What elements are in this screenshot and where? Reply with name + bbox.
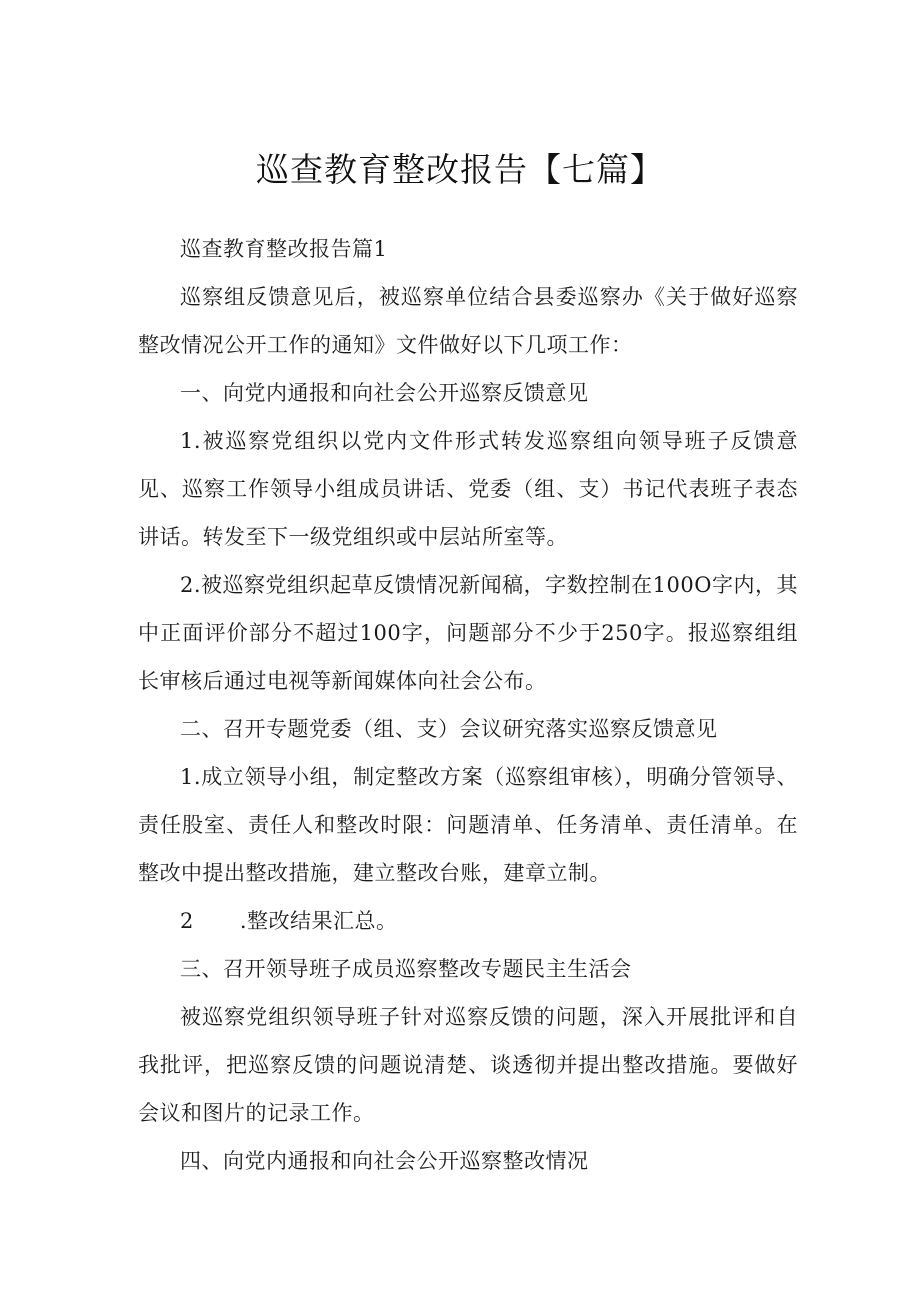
- item-text: .整改结果汇总。: [239, 909, 398, 933]
- paragraph: 1.成立领导小组，制定整改方案（巡察组审核），明确分管领导、责任股室、责任人和整改时限：问题清单、任务清单、责任清单。在整改中提出整改措施，建立整改台账，建章立制。: [138, 765, 798, 885]
- section-heading: 三、召开领导班子成员巡察整改专题民主生活会: [180, 957, 632, 981]
- paragraph: 2.被巡察党组织起草反馈情况新闻稿，字数控制在100O字内，其中正面评价部分不超过100字，问题部分不少于250字。报巡察组组长审核后通过电视等新闻媒体向社会公布。: [138, 573, 798, 693]
- paragraph: 巡察组反馈意见后，被巡察单位结合县委巡察办《关于做好巡察整改情况公开工作的通知》文件做好以下几项工作：: [138, 285, 798, 357]
- document-title: 巡查教育整改报告【七篇】: [256, 150, 664, 189]
- paragraph: 被巡察党组织领导班子针对巡察反馈的问题，深入开展批评和自我批评，把巡察反馈的问题说清楚、谈透彻并提出整改措施。要做好会议和图片的记录工作。: [138, 1005, 798, 1125]
- paragraph: [138, 897, 798, 945]
- section-heading: 四、向党内通报和向社会公开巡察整改情况: [180, 1149, 589, 1173]
- section-heading: 二、召开专题党委（组、支）会议研究落实巡察反馈意见: [180, 717, 718, 741]
- section-heading: 一、向党内通报和向社会公开巡察反馈意见: [180, 381, 589, 405]
- paragraph: 1.被巡察党组织以党内文件形式转发巡察组向领导班子反馈意见、巡察工作领导小组成员讲话、党委（组、支）书记代表班子表态讲话。转发至下一级党组织或中层站所室等。: [138, 429, 798, 549]
- item-number: 2: [180, 909, 194, 933]
- section-heading: 巡查教育整改报告篇1: [180, 237, 388, 261]
- document-body: [138, 225, 798, 1185]
